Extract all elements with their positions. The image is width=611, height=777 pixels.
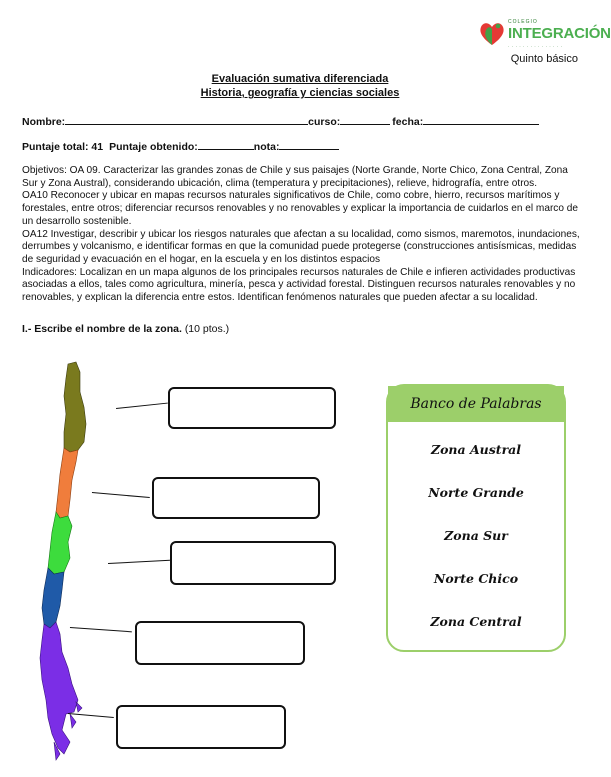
date-label: fecha:	[392, 116, 424, 128]
obtained-score-label: Puntaje obtenido:	[109, 141, 198, 153]
arrow-norte-grande	[116, 403, 168, 409]
objective-oa10: OA10 Reconocer y ubicar en mapas recursos naturales significativos de Chile, como cobre, hierro, recursos marítimos y forestales, entre otros; diferenciar recursos renovables y no renovables y explicar la importancia de cuidarlos en el marco de un desarrollo sostenible.	[22, 190, 578, 227]
word-bank-item: Zona Sur	[444, 528, 508, 543]
answer-box-5[interactable]	[116, 705, 286, 749]
map-zone-sur	[42, 568, 64, 628]
doc-subtitle: Historia, geografía y ciencias sociales	[200, 87, 400, 99]
objective-oa12: OA12 Investigar, describir y ubicar los riesgos naturales que afectan a su localidad, como sismos, maremotos, inundaciones, derrumbes y volcanismo, e identificar formas en que la comunidad puede protegerse (construcciones antisísmicas, medidas de seguridad y evacuación en el hogar, en la escuela y en los distintos espacios	[22, 228, 580, 265]
logo-prefix: COLEGIO	[508, 19, 538, 25]
answer-box-4[interactable]	[135, 621, 305, 665]
map-zone-norte-grande	[64, 362, 86, 452]
section-heading	[22, 323, 229, 335]
grade-mark-label: nota:	[253, 141, 280, 153]
grade-label: Quinto básico	[510, 53, 578, 65]
map-zone-austral	[40, 622, 78, 754]
logo-heart-icon	[478, 20, 506, 48]
map-zone-norte-chico	[56, 448, 78, 518]
school-logo	[478, 18, 611, 52]
name-label: Nombre:	[22, 116, 66, 128]
arrow-norte-chico	[92, 492, 150, 498]
word-bank-item: Norte Grande	[428, 485, 524, 500]
arrow-zona-central	[108, 560, 170, 564]
answer-box-3[interactable]	[170, 541, 336, 585]
word-bank	[386, 384, 566, 652]
course-label: curso:	[308, 116, 341, 128]
indicators: Indicadores: Localizan en un mapa algunos de los principales recursos naturales de Chile e infieren actividades productivas asociadas a ellos, tales como agricultura, minería, pesca y actividad forestal. Distinguen recursos naturales renovables y no renovables, y explican la diferencia entre estos. Identifican fenómenos naturales que pueden afectar a su localidad.	[22, 266, 576, 304]
logo-tagline: · · · · · · · · · · · · · · ·	[508, 44, 563, 49]
section-label: I.- Escribe el nombre de la zona.	[22, 323, 182, 335]
map-zone-central	[48, 512, 72, 574]
answer-box-1[interactable]	[168, 387, 336, 429]
total-score-label: Puntaje total: 41	[22, 141, 104, 153]
objectives-text	[22, 165, 580, 305]
course-field[interactable]	[340, 114, 390, 125]
word-bank-item: Zona Central	[430, 614, 522, 629]
objective-oa09: Objetivos: OA 09. Caracterizar las grandes zonas de Chile y sus paisajes (Norte Grande, Norte Chico, Zona Central, Zona Sur y Zona Austral), considerando ubicación, clima (temperatura y precipitaciones), relieve, hidrografía, entre otros.	[22, 165, 568, 189]
student-info-row	[22, 114, 539, 128]
chile-zones-map	[40, 362, 100, 762]
doc-title: Evaluación sumativa diferenciada	[211, 73, 389, 85]
score-row	[22, 139, 339, 153]
answer-box-2[interactable]	[152, 477, 320, 519]
word-bank-item: Zona Austral	[430, 442, 522, 457]
name-field[interactable]	[65, 114, 308, 125]
grade-mark-field[interactable]	[279, 139, 339, 150]
section-points: (10 ptos.)	[184, 323, 230, 335]
date-field[interactable]	[423, 114, 539, 125]
logo-name: INTEGRACIÓN	[508, 25, 611, 42]
word-bank-title: Banco de Palabras	[388, 386, 564, 422]
word-bank-item: Norte Chico	[433, 571, 519, 586]
obtained-score-field[interactable]	[198, 139, 254, 150]
